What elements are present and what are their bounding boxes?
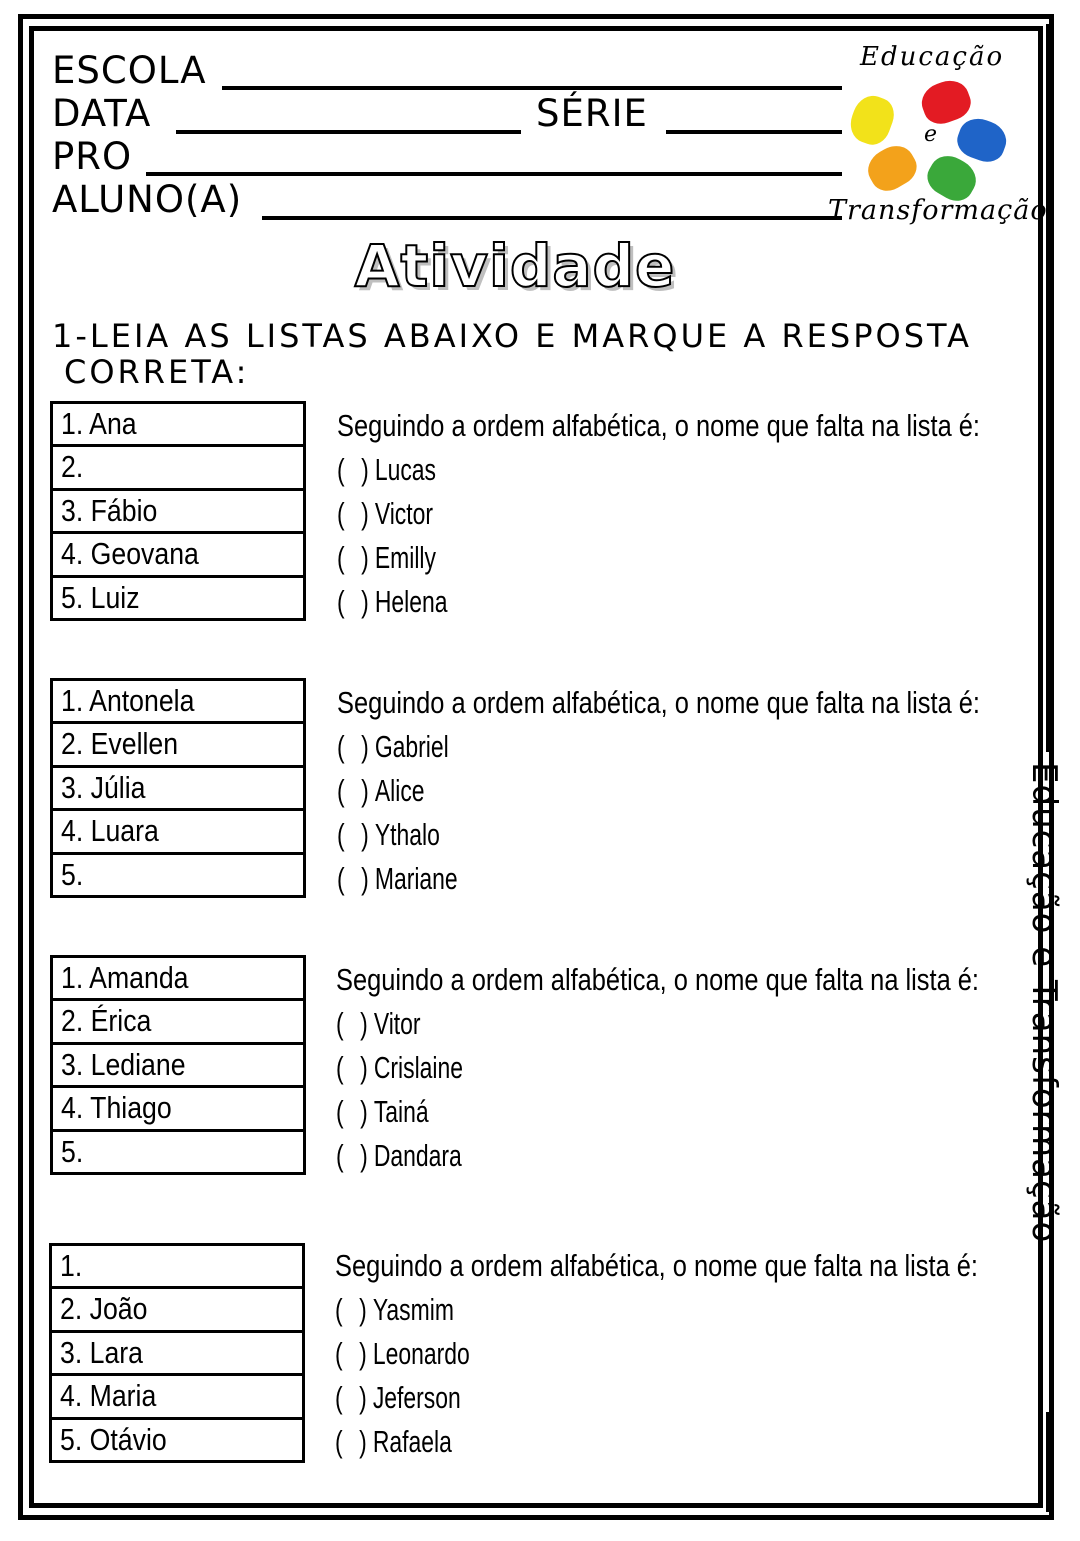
answer-option[interactable]: ( ) Tainá xyxy=(336,1094,429,1129)
name-list-4 xyxy=(49,1243,305,1463)
name-cell: 2. Evellen xyxy=(50,721,306,767)
side-bar-bottom xyxy=(1046,1412,1052,1512)
hand-print-icon xyxy=(861,139,923,198)
answer-option[interactable]: ( ) Gabriel xyxy=(337,729,449,764)
name-cell: 2. xyxy=(50,444,306,490)
name-list-2 xyxy=(50,678,306,898)
aluno-label: ALUNO(A) xyxy=(52,178,243,221)
name-cell: 5. xyxy=(50,852,306,898)
answer-option[interactable]: ( ) Rafaela xyxy=(335,1424,452,1459)
question-1 xyxy=(337,404,1027,624)
answer-option[interactable]: ( ) Yasmim xyxy=(335,1292,454,1327)
name-cell: 2. João xyxy=(49,1286,305,1332)
name-cell: 2. Érica xyxy=(50,998,306,1044)
serie-label: SÉRIE xyxy=(536,92,648,135)
name-list-1 xyxy=(50,401,306,621)
name-list-3 xyxy=(50,955,306,1175)
question-text: Seguindo a ordem alfabética, o nome que falta na lista é: xyxy=(337,685,980,720)
question-3 xyxy=(336,958,1026,1178)
name-cell: 4. Luara xyxy=(50,808,306,854)
pro-line[interactable] xyxy=(146,172,842,176)
answer-option[interactable]: ( ) Mariane xyxy=(337,861,458,896)
answer-option[interactable]: ( ) Ythalo xyxy=(337,817,440,852)
name-cell: 1. xyxy=(49,1243,305,1289)
name-cell: 5. Otávio xyxy=(49,1417,305,1463)
logo-text-top: Educação xyxy=(860,42,1005,72)
name-cell: 4. Geovana xyxy=(50,531,306,577)
logo-text-bottom: Transformação xyxy=(828,195,1048,226)
answer-option[interactable]: ( ) Leonardo xyxy=(335,1336,470,1371)
escola-line[interactable] xyxy=(222,86,842,90)
instruction-line-2: CORRETA: xyxy=(64,353,250,391)
name-cell: 5. Luiz xyxy=(50,575,306,621)
aluno-line[interactable] xyxy=(262,216,842,220)
name-cell: 1. Amanda xyxy=(50,955,306,1001)
answer-option[interactable]: ( ) Crislaine xyxy=(336,1050,463,1085)
instruction-line-1: 1-LEIA AS LISTAS ABAIXO E MARQUE A RESPOSTA xyxy=(52,317,972,355)
question-text: Seguindo a ordem alfabética, o nome que falta na lista é: xyxy=(336,962,979,997)
logo xyxy=(828,40,1048,235)
name-cell: 3. Júlia xyxy=(50,765,306,811)
answer-option[interactable]: ( ) Jeferson xyxy=(335,1380,461,1415)
hand-print-icon xyxy=(845,91,899,150)
name-cell: 3. Lara xyxy=(49,1330,305,1376)
name-cell: 4. Thiago xyxy=(50,1085,306,1131)
answer-option[interactable]: ( ) Alice xyxy=(337,773,425,808)
question-text: Seguindo a ordem alfabética, o nome que falta na lista é: xyxy=(337,408,980,443)
logo-text-middle: e xyxy=(924,122,938,147)
answer-option[interactable]: ( ) Lucas xyxy=(337,452,436,487)
serie-line[interactable] xyxy=(666,130,842,134)
data-label: DATA xyxy=(52,92,152,135)
hand-print-icon xyxy=(953,113,1012,167)
name-cell: 3. Fábio xyxy=(50,488,306,534)
escola-label: ESCOLA xyxy=(52,49,207,92)
answer-option[interactable]: ( ) Emilly xyxy=(337,540,436,575)
name-cell: 4. Maria xyxy=(49,1373,305,1419)
answer-option[interactable]: ( ) Victor xyxy=(337,496,433,531)
pro-label: PRO xyxy=(52,135,133,178)
question-4 xyxy=(335,1244,1025,1464)
name-cell: 5. xyxy=(50,1129,306,1175)
answer-option[interactable]: ( ) Helena xyxy=(337,584,448,619)
name-cell: 3. Lediane xyxy=(50,1042,306,1088)
data-line[interactable] xyxy=(176,130,521,134)
side-watermark-text: Educação e Transformação xyxy=(1024,762,1064,1244)
question-2 xyxy=(337,681,1027,901)
question-text: Seguindo a ordem alfabética, o nome que falta na lista é: xyxy=(335,1248,978,1283)
answer-option[interactable]: ( ) Vitor xyxy=(336,1006,421,1041)
answer-option[interactable]: ( ) Dandara xyxy=(336,1138,462,1173)
name-cell: 1. Ana xyxy=(50,401,306,447)
page-title: Atividade xyxy=(354,232,676,300)
name-cell: 1. Antonela xyxy=(50,678,306,724)
